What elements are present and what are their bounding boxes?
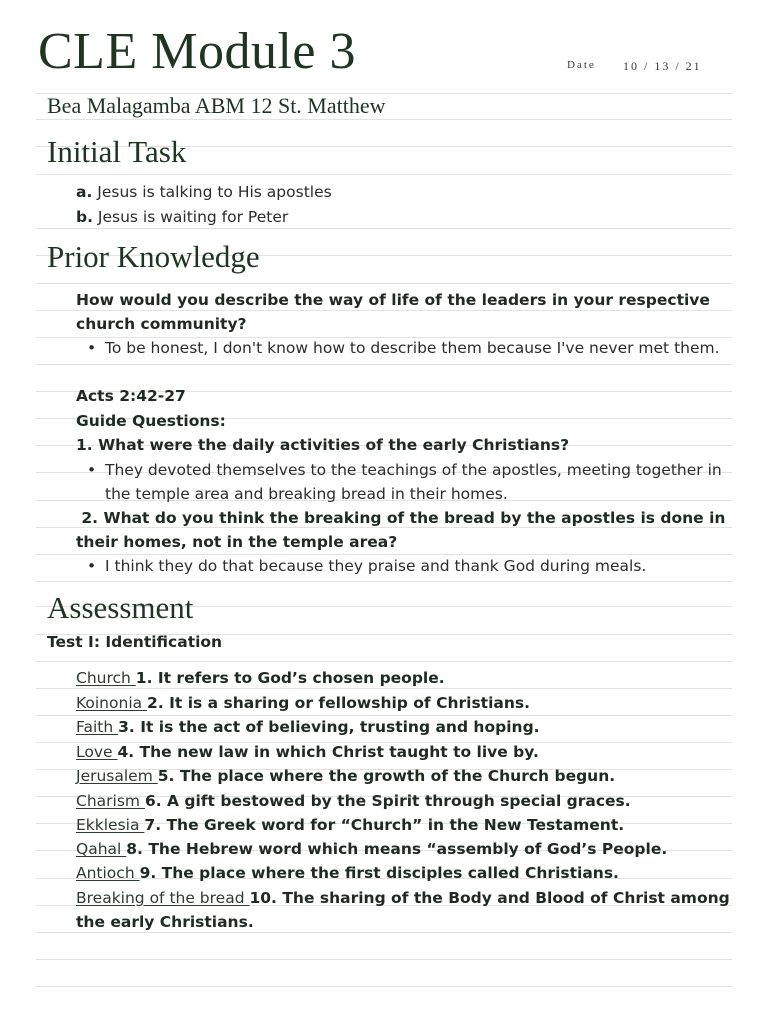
item-question: 4. The new law in which Christ taught to live by. <box>117 743 539 761</box>
item-marker: b. <box>76 208 93 226</box>
identification-item <box>76 889 730 907</box>
date-value: 10 / 13 / 21 <box>623 59 702 73</box>
guide-question-2: 2. What do you think the breaking of the bread by the apostles is done in <box>76 509 726 527</box>
answer-underlined: Breaking of the bread <box>76 889 250 907</box>
item-question: 7. The Greek word for “Church” in the New Testament. <box>144 816 625 834</box>
item-question: 8. The Hebrew word which means “assembly of God’s People. <box>126 840 668 858</box>
ruled-line <box>36 959 732 960</box>
initial-task-heading: Initial Task <box>47 134 187 169</box>
identification-item <box>76 743 539 761</box>
answer-underlined: Ekklesia <box>76 816 145 834</box>
answer-bullet: • They devoted themselves to the teachings of the apostles, meeting together in <box>105 461 722 479</box>
item-question: 5. The place where the growth of the Church begun. <box>157 767 616 785</box>
ruled-line <box>36 337 732 338</box>
identification-item <box>76 792 631 810</box>
question-line: How would you describe the way of life of the leaders in your respective <box>76 291 710 309</box>
item-question: 10. The sharing of the Body and Blood of Christ among <box>249 889 730 907</box>
scripture-reference: Acts 2:42-27 <box>76 387 186 405</box>
answer-underlined: Love <box>76 743 118 761</box>
identification-item <box>76 864 619 882</box>
identification-item <box>76 816 624 834</box>
ruled-line <box>36 581 732 582</box>
item-question: 2. It is a sharing or fellowship of Christians. <box>147 694 530 712</box>
question-line: church community? <box>76 315 247 333</box>
identification-item <box>76 694 530 712</box>
ruled-line <box>36 688 732 689</box>
answer-underlined: Church <box>76 669 136 687</box>
ruled-line <box>36 986 732 987</box>
identification-item <box>76 840 667 858</box>
item-question: 9. The place where the first disciples called Christians. <box>139 864 619 882</box>
ruled-line <box>36 310 732 311</box>
ruled-line <box>36 932 732 933</box>
item-question: 6. A gift bestowed by the Spirit through special graces. <box>144 792 631 810</box>
assessment-heading: Assessment <box>47 590 194 625</box>
ruled-line <box>36 364 732 365</box>
answer-continuation: the temple area and breaking bread in their homes. <box>105 485 508 503</box>
answer-underlined: Qahal <box>76 840 127 858</box>
test-label: Test I: Identification <box>47 633 223 651</box>
answer-bullet: • To be honest, I don't know how to describe them because I've never met them. <box>105 339 720 357</box>
answer-bullet: • I think they do that because they praise and thank God during meals. <box>105 557 646 575</box>
prior-knowledge-heading: Prior Knowledge <box>47 239 260 274</box>
identification-item-cont: the early Christians. <box>76 913 254 931</box>
identification-item <box>76 669 445 687</box>
ruled-line <box>36 228 732 229</box>
answer-underlined: Antioch <box>76 864 140 882</box>
ruled-line <box>36 283 732 284</box>
answer-underlined: Koinonia <box>76 694 148 712</box>
answer-underlined: Jerusalem <box>76 767 158 785</box>
item-marker: a. <box>76 183 93 201</box>
date-label: Date <box>567 59 596 71</box>
guide-questions-label: Guide Questions: <box>76 412 226 430</box>
identification-item <box>76 767 615 785</box>
page-title: CLE Module 3 <box>38 23 356 80</box>
identification-item <box>76 718 540 736</box>
answer-underlined: Charism <box>76 792 145 810</box>
item-text: Jesus is waiting for Peter <box>92 208 289 226</box>
item-question: 1. It refers to God’s chosen people. <box>135 669 445 687</box>
ruled-line <box>36 554 732 555</box>
ruled-line <box>36 715 732 716</box>
student-info: Bea Malagamba ABM 12 St. Matthew <box>47 93 386 118</box>
item-question: 3. It is the act of believing, trusting and hoping. <box>118 718 540 736</box>
ruled-line <box>36 527 732 528</box>
initial-task-item-b <box>76 208 288 226</box>
initial-task-item-a <box>76 183 332 201</box>
ruled-line <box>36 119 732 120</box>
guide-question-2-cont: their homes, not in the temple area? <box>76 533 398 551</box>
ruled-line <box>36 174 732 175</box>
ruled-line <box>36 661 732 662</box>
guide-question-1: 1. What were the daily activities of the early Christians? <box>76 436 570 454</box>
item-text: Jesus is talking to His apostles <box>92 183 332 201</box>
answer-underlined: Faith <box>76 718 119 736</box>
